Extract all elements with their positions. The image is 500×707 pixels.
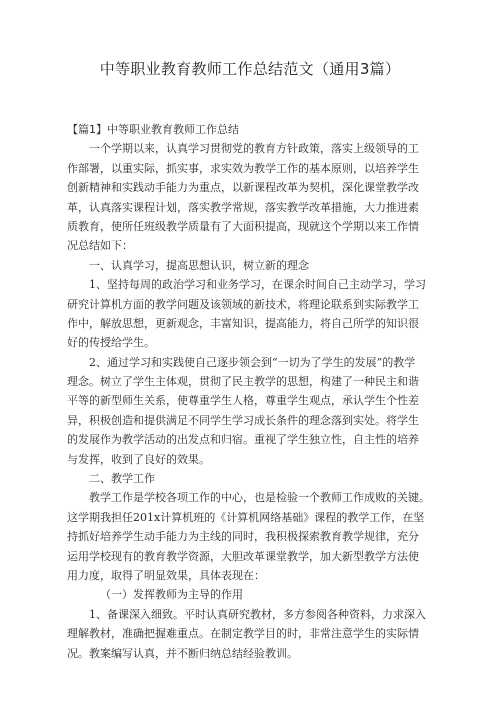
text-line: 1、坚持每周的政治学习和业务学习，在课余时间自己主动学习，学习 (89, 278, 426, 292)
text-line: 1、备课深入细致。平时认真研究教材，多方参阅各种资料，力求深入 (89, 607, 426, 621)
text-line: 作部署，以重实际，抓实事，求实效为教学工作的基本原则，以培养学生 (67, 161, 419, 175)
text-line: 理解教材，准确把握难重点。在制定教学目的时，非常注意学生的实际情 (67, 627, 419, 641)
text-line: 的发展作为教学活动的出发点和归宿。重视了学生独立性，自主性的培养 (67, 433, 419, 447)
text-line: 一个学期以来，认真学习贯彻党的教育方针政策，落实上级领导的工 (89, 142, 419, 156)
text-line: 好的传授给学生。 (67, 336, 155, 350)
text-line: 运用学校现有的教育教学资源，大胆改革课堂教学，加大新型教学方法使 (67, 549, 419, 563)
text-line: 况。教案编写认真，并不断归纳总结经验教训。 (67, 646, 298, 660)
text-line: 一、认真学习，提高思想认识，树立新的理念 (89, 258, 309, 272)
document-body (67, 120, 439, 663)
text-line: 二、教学工作 (89, 472, 155, 486)
text-line: （一）发挥教师为主导的作用 (100, 588, 243, 602)
document-title: 中等职业教育教师工作总结范文（通用3篇） (99, 60, 401, 78)
text-line: 2、通过学习和实践使自己逐步领会到“一切为了学生的发展”的教学 (89, 355, 416, 369)
text-line: 教学工作是学校各项工作的中心，也是检验一个教师工作成败的关键。 (89, 491, 430, 505)
text-line: 创新精神和实践动手能力为重点，以新课程改革为契机，深化课堂教学改 (67, 181, 419, 195)
text-line: 作中，解放思想，更新观念，丰富知识，提高能力，将自己所学的知识很 (67, 316, 419, 330)
text-line: 革，认真落实课程计划，落实教学常规，落实教学改革措施，大力推进素 (67, 200, 419, 214)
text-line: 理念。树立了学生主体观，贯彻了民主教学的思想，构建了一种民主和谐 (67, 375, 419, 389)
text-line: 异，积极创造和提供满足不同学生学习成长条件的理念落到实处。将学生 (67, 413, 419, 427)
text-line: 这学期我担任201x计算机班的《计算机网络基础》课程的教学工作，在坚 (67, 510, 425, 524)
text-line: 持抓好培养学生动手能力为主线的同时，我积极探索教育教学规律，充分 (67, 530, 419, 544)
section-heading: 【篇1】中等职业教育教师工作总结 (67, 123, 239, 136)
text-line: 平等的新型师生关系，使尊重学生人格，尊重学生观点，承认学生个性差 (67, 394, 419, 408)
text-line: 研究计算机方面的教学问题及该领域的新技术，将理论联系到实际教学工 (67, 297, 419, 311)
text-line: 质教育，使所任班级教学质量有了大面积提高，现就这个学期以来工作情 (67, 219, 419, 233)
text-line: 与发挥，收到了良好的效果。 (67, 452, 210, 466)
text-line: 用力度，取得了明显效果，具体表现在： (67, 568, 265, 582)
text-line: 况总结如下： (67, 239, 133, 253)
